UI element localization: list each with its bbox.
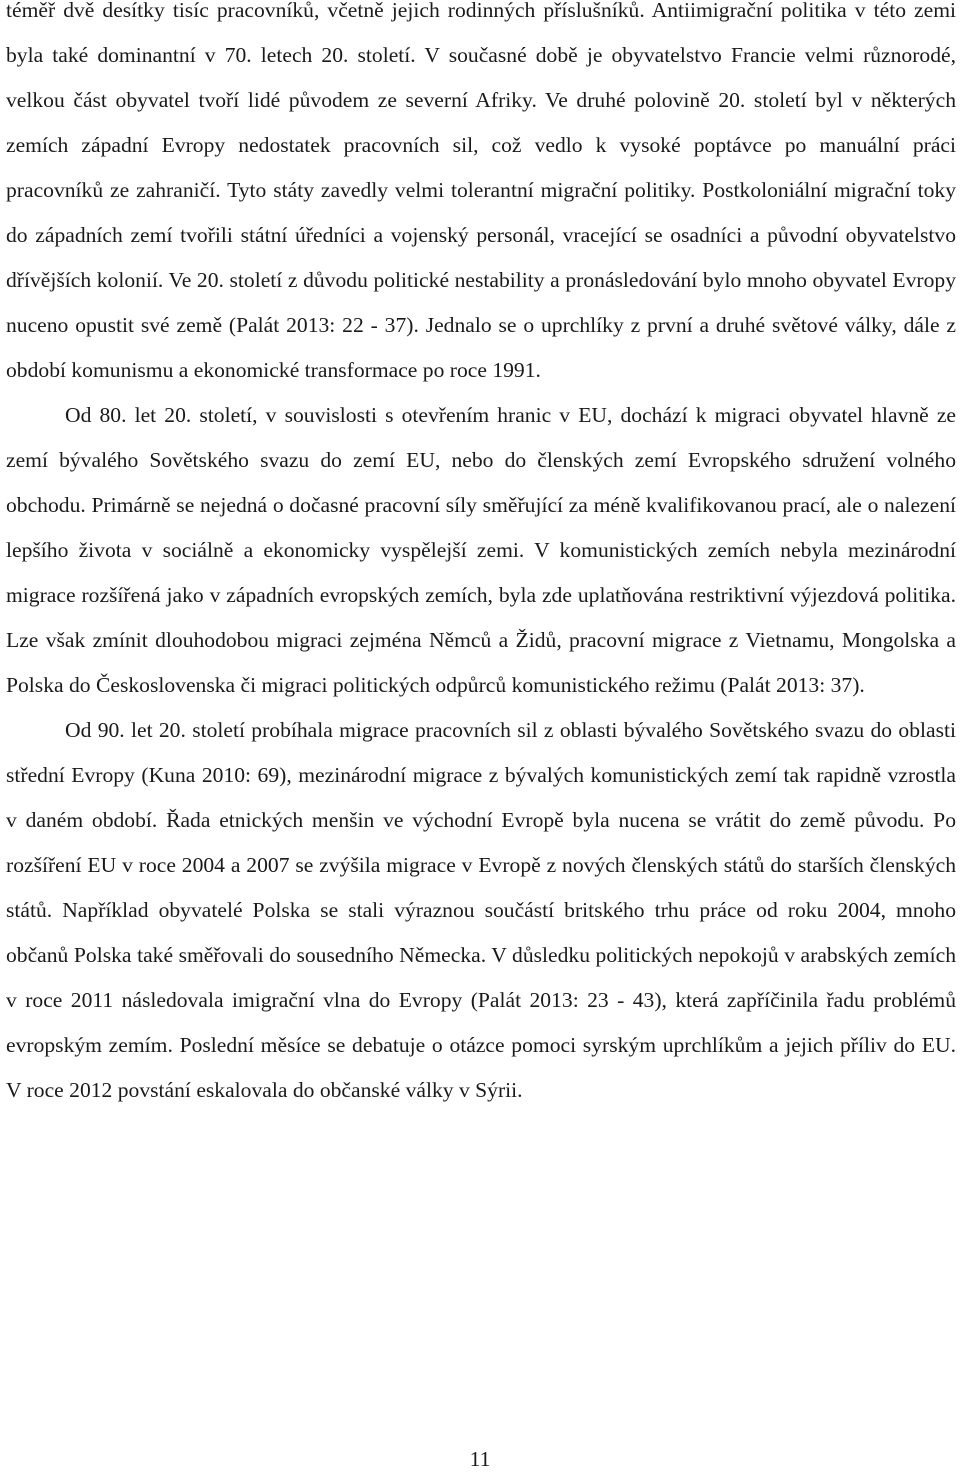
page-number: 11 bbox=[469, 1447, 491, 1471]
document-page bbox=[6, 0, 956, 1113]
paragraph-eu-migration: Od 80. let 20. století, v souvislosti s otevřením hranic v EU, dochází k migraci obyvatel hlavně ze zemí bývalého Sovětského svazu do zemí EU, nebo do členských zemí Evropského sdružení volného obchodu. Primárně se nejedná o dočasné pracovní síly směřující za méně kvalifikovanou prací, ale o nalezení lepšího života v sociálně a ekonomicky vyspělejší zemi. V komunistických zemích nebyla mezinárodní migrace rozšířená jako v západních evropských zemích, byla zde uplatňována restriktivní výjezdová politika. Lze však zmínit dlouhodobou migraci zejména Němců a Židů, pracovní migrace z Vietnamu, Mongolska a Polska do Československa či migraci politických odpůrců komunistického režimu (Palát 2013: 37). bbox=[6, 403, 956, 697]
paragraph-90s-migration: Od 90. let 20. století probíhala migrace pracovních sil z oblasti bývalého Sovětského svazu do oblasti střední Evropy (Kuna 2010: 69), mezinárodní migrace z bývalých komunistických zemí tak rapidně vzrostla v daném období. Řada etnických menšin ve východní Evropě byla nucena se vrátit do země původu. Po rozšíření EU v roce 2004 a 2007 se zvýšila migrace v Evropě z nových členských států do starších členských států. Například obyvatelé Polska se stali výraznou součástí britského trhu práce od roku 2004, mnoho občanů Polska také směřovali do sousedního Německa. V důsledku politických nepokojů v arabských zemích v roce 2011 následovala imigrační vlna do Evropy (Palát 2013: 23 - 43), která zapříčinila řadu problémů evropským zemím. Poslední měsíce se debatuje o otázce pomoci syrským uprchlíkům a jejich příliv do EU. V roce 2012 povstání eskalovala do občanské války v Sýrii. bbox=[6, 718, 956, 1102]
paragraph-continued: téměř dvě desítky tisíc pracovníků, včetně jejich rodinných příslušníků. Antiimigrační politika v této zemi byla také dominantní v 70. letech 20. století. V současné době je obyvatelstvo Francie velmi různorodé, velkou část obyvatel tvoří lidé původem ze severní Afriky. Ve druhé polovině 20. století byl v některých zemích západní Evropy nedostatek pracovních sil, což vedlo k vysoké poptávce po manuální práci pracovníků ze zahraničí. Tyto státy zavedly velmi tolerantní migrační politiky. Postkoloniální migrační toky do západních zemí tvořili státní úředníci a vojenský personál, vracející se osadníci a původní obyvatelstvo dřívějších kolonií. Ve 20. století z důvodu politické nestability a pronásledování bylo mnoho obyvatel Evropy nuceno opustit své země (Palát 2013: 22 - 37). Jednalo se o uprchlíky z první a druhé světové války, dále z období komunismu a ekonomické transformace po roce 1991. bbox=[6, 0, 956, 382]
